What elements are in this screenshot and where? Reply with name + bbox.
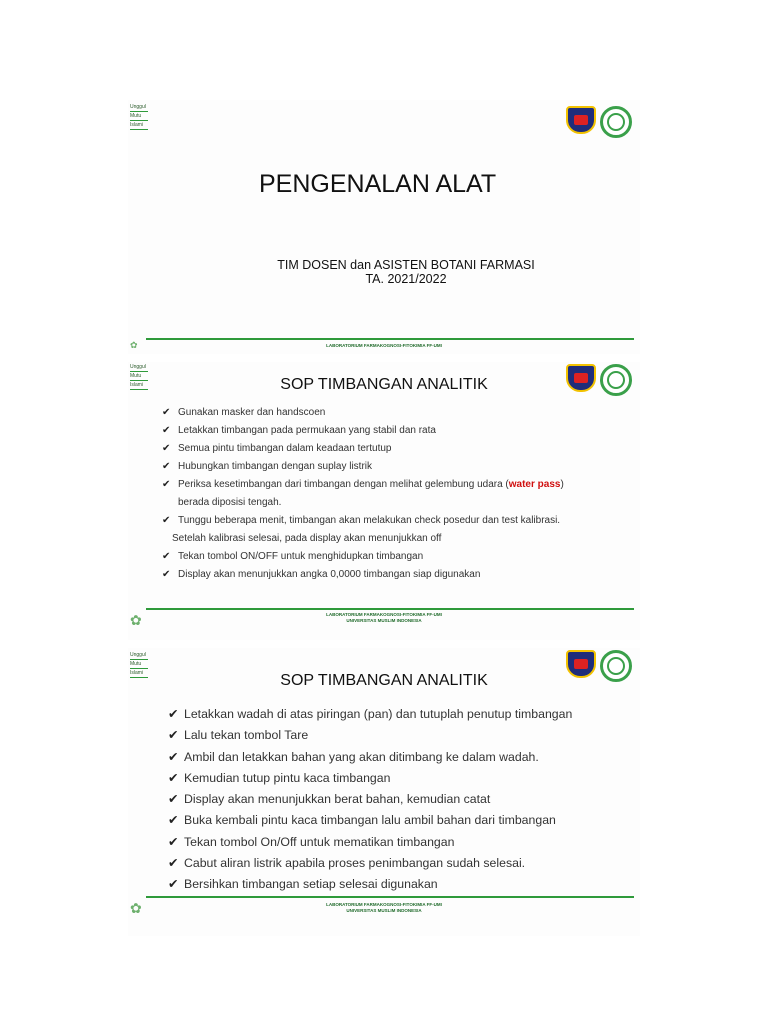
tagline-line: Islami	[130, 670, 148, 678]
tagline-line: Mutu	[130, 113, 148, 121]
check-icon: ✔	[162, 443, 171, 454]
plant-icon: ✿	[130, 340, 138, 350]
check-icon: ✔	[162, 479, 171, 490]
tagline	[130, 104, 148, 131]
check-icon: ✔	[168, 856, 179, 871]
tagline-line: Islami	[130, 122, 148, 130]
list-item: ✔ Display akan menunjukkan angka 0,0000 timbangan siap digunakan	[160, 566, 564, 584]
check-icon: ✔	[168, 813, 179, 828]
slide-sop-2	[128, 648, 640, 936]
check-icon: ✔	[168, 877, 179, 892]
list-item: ✔ Letakkan wadah di atas piringan (pan) dan tutuplah penutup timbangan	[166, 704, 572, 725]
section-title: SOP TIMBANGAN ANALITIK	[280, 672, 488, 689]
university-shield-logo	[566, 106, 596, 134]
list-item: ✔ Buka kembali pintu kaca timbangan lalu ambil bahan dari timbangan	[166, 810, 572, 831]
list-item: ✔ Display akan menunjukkan berat bahan, kemudian catat	[166, 789, 572, 810]
footer-divider	[146, 896, 634, 898]
slide-title	[128, 100, 640, 354]
tagline-line: Unggul	[130, 652, 148, 660]
check-icon: ✔	[162, 569, 171, 580]
list-item: ✔ Semua pintu timbangan dalam keadaan tertutup	[160, 440, 564, 458]
list-item: ✔ Tunggu beberapa menit, timbangan akan melakukan check posedur dan test kalibrasi.	[160, 512, 564, 530]
sop-list	[166, 704, 572, 896]
footer-line-2: UNIVERSITAS MUSLIM INDONESIA	[346, 908, 422, 913]
list-item: ✔ Tekan tombol ON/OFF untuk menghidupkan timbangan	[160, 548, 564, 566]
check-icon: ✔	[162, 551, 171, 562]
tagline-line: Unggul	[130, 364, 148, 372]
logos	[566, 106, 632, 138]
water-pass-highlight: water pass	[508, 479, 561, 490]
check-icon: ✔	[162, 425, 171, 436]
list-item: ✔ Kemudian tutup pintu kaca timbangan	[166, 768, 572, 789]
list-item: ✔ Bersihkan timbangan setiap selesai digunakan	[166, 874, 572, 895]
plant-icon: ✿	[130, 612, 142, 628]
check-icon: ✔	[162, 461, 171, 472]
subtitle-line: TA. 2021/2022	[365, 272, 447, 286]
section-title: SOP TIMBANGAN ANALITIK	[280, 376, 488, 393]
footer-divider	[146, 608, 634, 610]
check-icon: ✔	[168, 749, 179, 764]
list-item: ✔ Gunakan masker dan handscoen	[160, 404, 564, 422]
check-icon: ✔	[168, 770, 179, 785]
faculty-circle-logo	[600, 106, 632, 138]
footer-divider	[146, 338, 634, 340]
list-item: ✔ Ambil dan letakkan bahan yang akan ditimbang ke dalam wadah.	[166, 747, 572, 768]
plant-icon: ✿	[130, 900, 142, 916]
subtitle-line: TIM DOSEN dan ASISTEN BOTANI FARMASI	[277, 258, 535, 272]
check-icon: ✔	[168, 792, 179, 807]
footer-line-2: UNIVERSITAS MUSLIM INDONESIA	[346, 618, 422, 623]
list-item-continuation: Setelah kalibrasi selesai, pada display akan menunjukkan off	[172, 533, 442, 544]
tagline-line: Islami	[130, 382, 148, 390]
check-icon: ✔	[162, 407, 171, 418]
list-item-continuation: berada diposisi tengah.	[178, 497, 282, 508]
tagline-line: Mutu	[130, 373, 148, 381]
footer-lab-name: LABORATORIUM FARMAKOGNOSI-FITOKIMIA FF-UMI	[326, 343, 442, 348]
footer-line-1: LABORATORIUM FARMAKOGNOSI-FITOKIMIA FF-UMI	[326, 902, 442, 907]
check-icon: ✔	[168, 834, 179, 849]
check-icon: ✔	[162, 515, 171, 526]
list-item: ✔ Cabut aliran listrik apabila proses penimbangan sudah selesai.	[166, 853, 572, 874]
slide-sop-1	[128, 362, 640, 640]
footer-line-1: LABORATORIUM FARMAKOGNOSI-FITOKIMIA FF-UMI	[326, 612, 442, 617]
list-item: ✔ Tekan tombol On/Off untuk mematikan timbangan	[166, 832, 572, 853]
tagline-line: Unggul	[130, 104, 148, 112]
footer-lab-name	[128, 902, 640, 914]
check-icon: ✔	[168, 707, 179, 721]
subtitle	[258, 258, 554, 286]
list-item: ✔ Periksa kesetimbangan dari timbangan dengan melihat gelembung udara (water pass)	[160, 476, 564, 494]
sop-list	[160, 404, 564, 584]
check-icon: ✔	[168, 728, 179, 743]
list-item: ✔ Letakkan timbangan pada permukaan yang stabil dan rata	[160, 422, 564, 440]
page-title: PENGENALAN ALAT	[259, 170, 497, 198]
list-item: ✔ Hubungkan timbangan dengan suplay listrik	[160, 458, 564, 476]
tagline-line: Mutu	[130, 661, 148, 669]
list-item: ✔ Lalu tekan tombol Tare	[166, 725, 572, 746]
footer-lab-name	[128, 612, 640, 624]
